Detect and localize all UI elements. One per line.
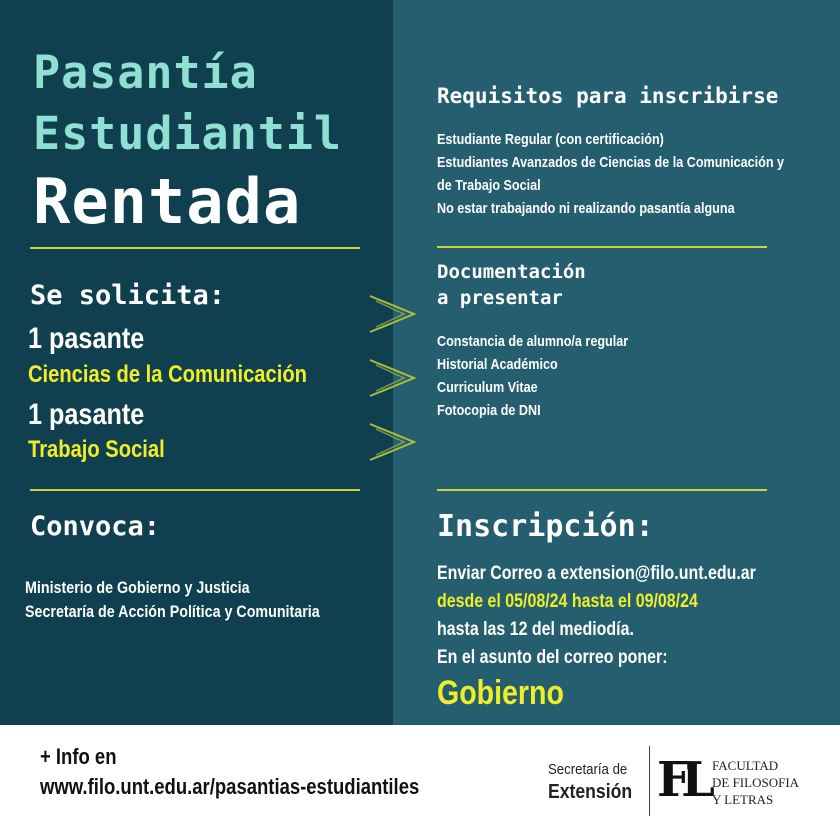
- list-item: No estar trabajando ni realizando pasantía alguna: [437, 200, 735, 217]
- faculty-logo-monogram: FL: [657, 752, 705, 808]
- facultad-line-1: FACULTAD: [712, 758, 779, 773]
- documentacion-heading-2: a presentar: [437, 287, 563, 309]
- inscripcion-heading: Inscripción:: [437, 509, 654, 544]
- info-link[interactable]: www.filo.unt.edu.ar/pasantias-estudiantiles: [40, 774, 420, 799]
- requisitos-list: [437, 128, 840, 220]
- title-line-3: Rentada: [33, 165, 302, 238]
- solicita-count-1: 1 pasante: [28, 322, 145, 355]
- convoca-list: [25, 576, 376, 624]
- footer-divider: [649, 746, 650, 816]
- inscripcion-line-2: desde el 05/08/24 hasta el 09/08/24: [437, 591, 698, 612]
- documentacion-list: [437, 330, 665, 422]
- facultad-line-2: DE FILOSOFIA: [712, 775, 800, 790]
- solicita-count-2: 1 pasante: [28, 398, 145, 431]
- solicita-area-1: Ciencias de la Comunicación: [28, 361, 307, 388]
- list-item: Fotocopia de DNI: [437, 402, 541, 419]
- chevron-right-icon: [366, 293, 418, 335]
- documentacion-heading-1: Documentación: [437, 261, 586, 283]
- solicita-heading: Se solicita:: [30, 280, 226, 311]
- secretaria-line-1: Secretaría de: [548, 761, 628, 778]
- inscripcion-line-1: Enviar Correo a extension@filo.unt.edu.ar: [437, 563, 756, 584]
- inscripcion-subject: Gobierno: [437, 674, 564, 712]
- inscripcion-line-4: En el asunto del correo poner:: [437, 647, 668, 668]
- chevron-right-icon: [366, 421, 418, 463]
- list-item: Constancia de alumno/a regular: [437, 333, 629, 350]
- list-item: Estudiantes Avanzados de Ciencias de la Comunicación y: [437, 154, 785, 171]
- list-item: Curriculum Vitae: [437, 379, 538, 396]
- divider-title: [30, 247, 360, 249]
- convoca-heading: Convoca:: [30, 511, 161, 542]
- list-item: Ministerio de Gobierno y Justicia: [25, 578, 250, 597]
- divider-requisitos: [437, 246, 767, 248]
- divider-solicita: [30, 489, 360, 491]
- divider-documentacion: [437, 489, 767, 491]
- requisitos-heading: Requisitos para inscribirse: [437, 84, 779, 108]
- solicita-area-2: Trabajo Social: [28, 436, 165, 463]
- title-line-2: Estudiantil: [33, 107, 343, 160]
- list-item: Historial Académico: [437, 356, 558, 373]
- secretaria-line-2: Extensión: [548, 781, 633, 803]
- list-item: Secretaría de Acción Política y Comunitaria: [25, 602, 320, 621]
- facultad-line-3: Y LETRAS: [712, 792, 774, 807]
- list-item: de Trabajo Social: [437, 177, 541, 194]
- inscripcion-line-3: hasta las 12 del mediodía.: [437, 619, 634, 640]
- list-item: Estudiante Regular (con certificación): [437, 131, 664, 148]
- title-line-1: Pasantía: [33, 46, 258, 99]
- chevron-right-icon: [366, 357, 418, 399]
- info-label: + Info en: [40, 744, 117, 769]
